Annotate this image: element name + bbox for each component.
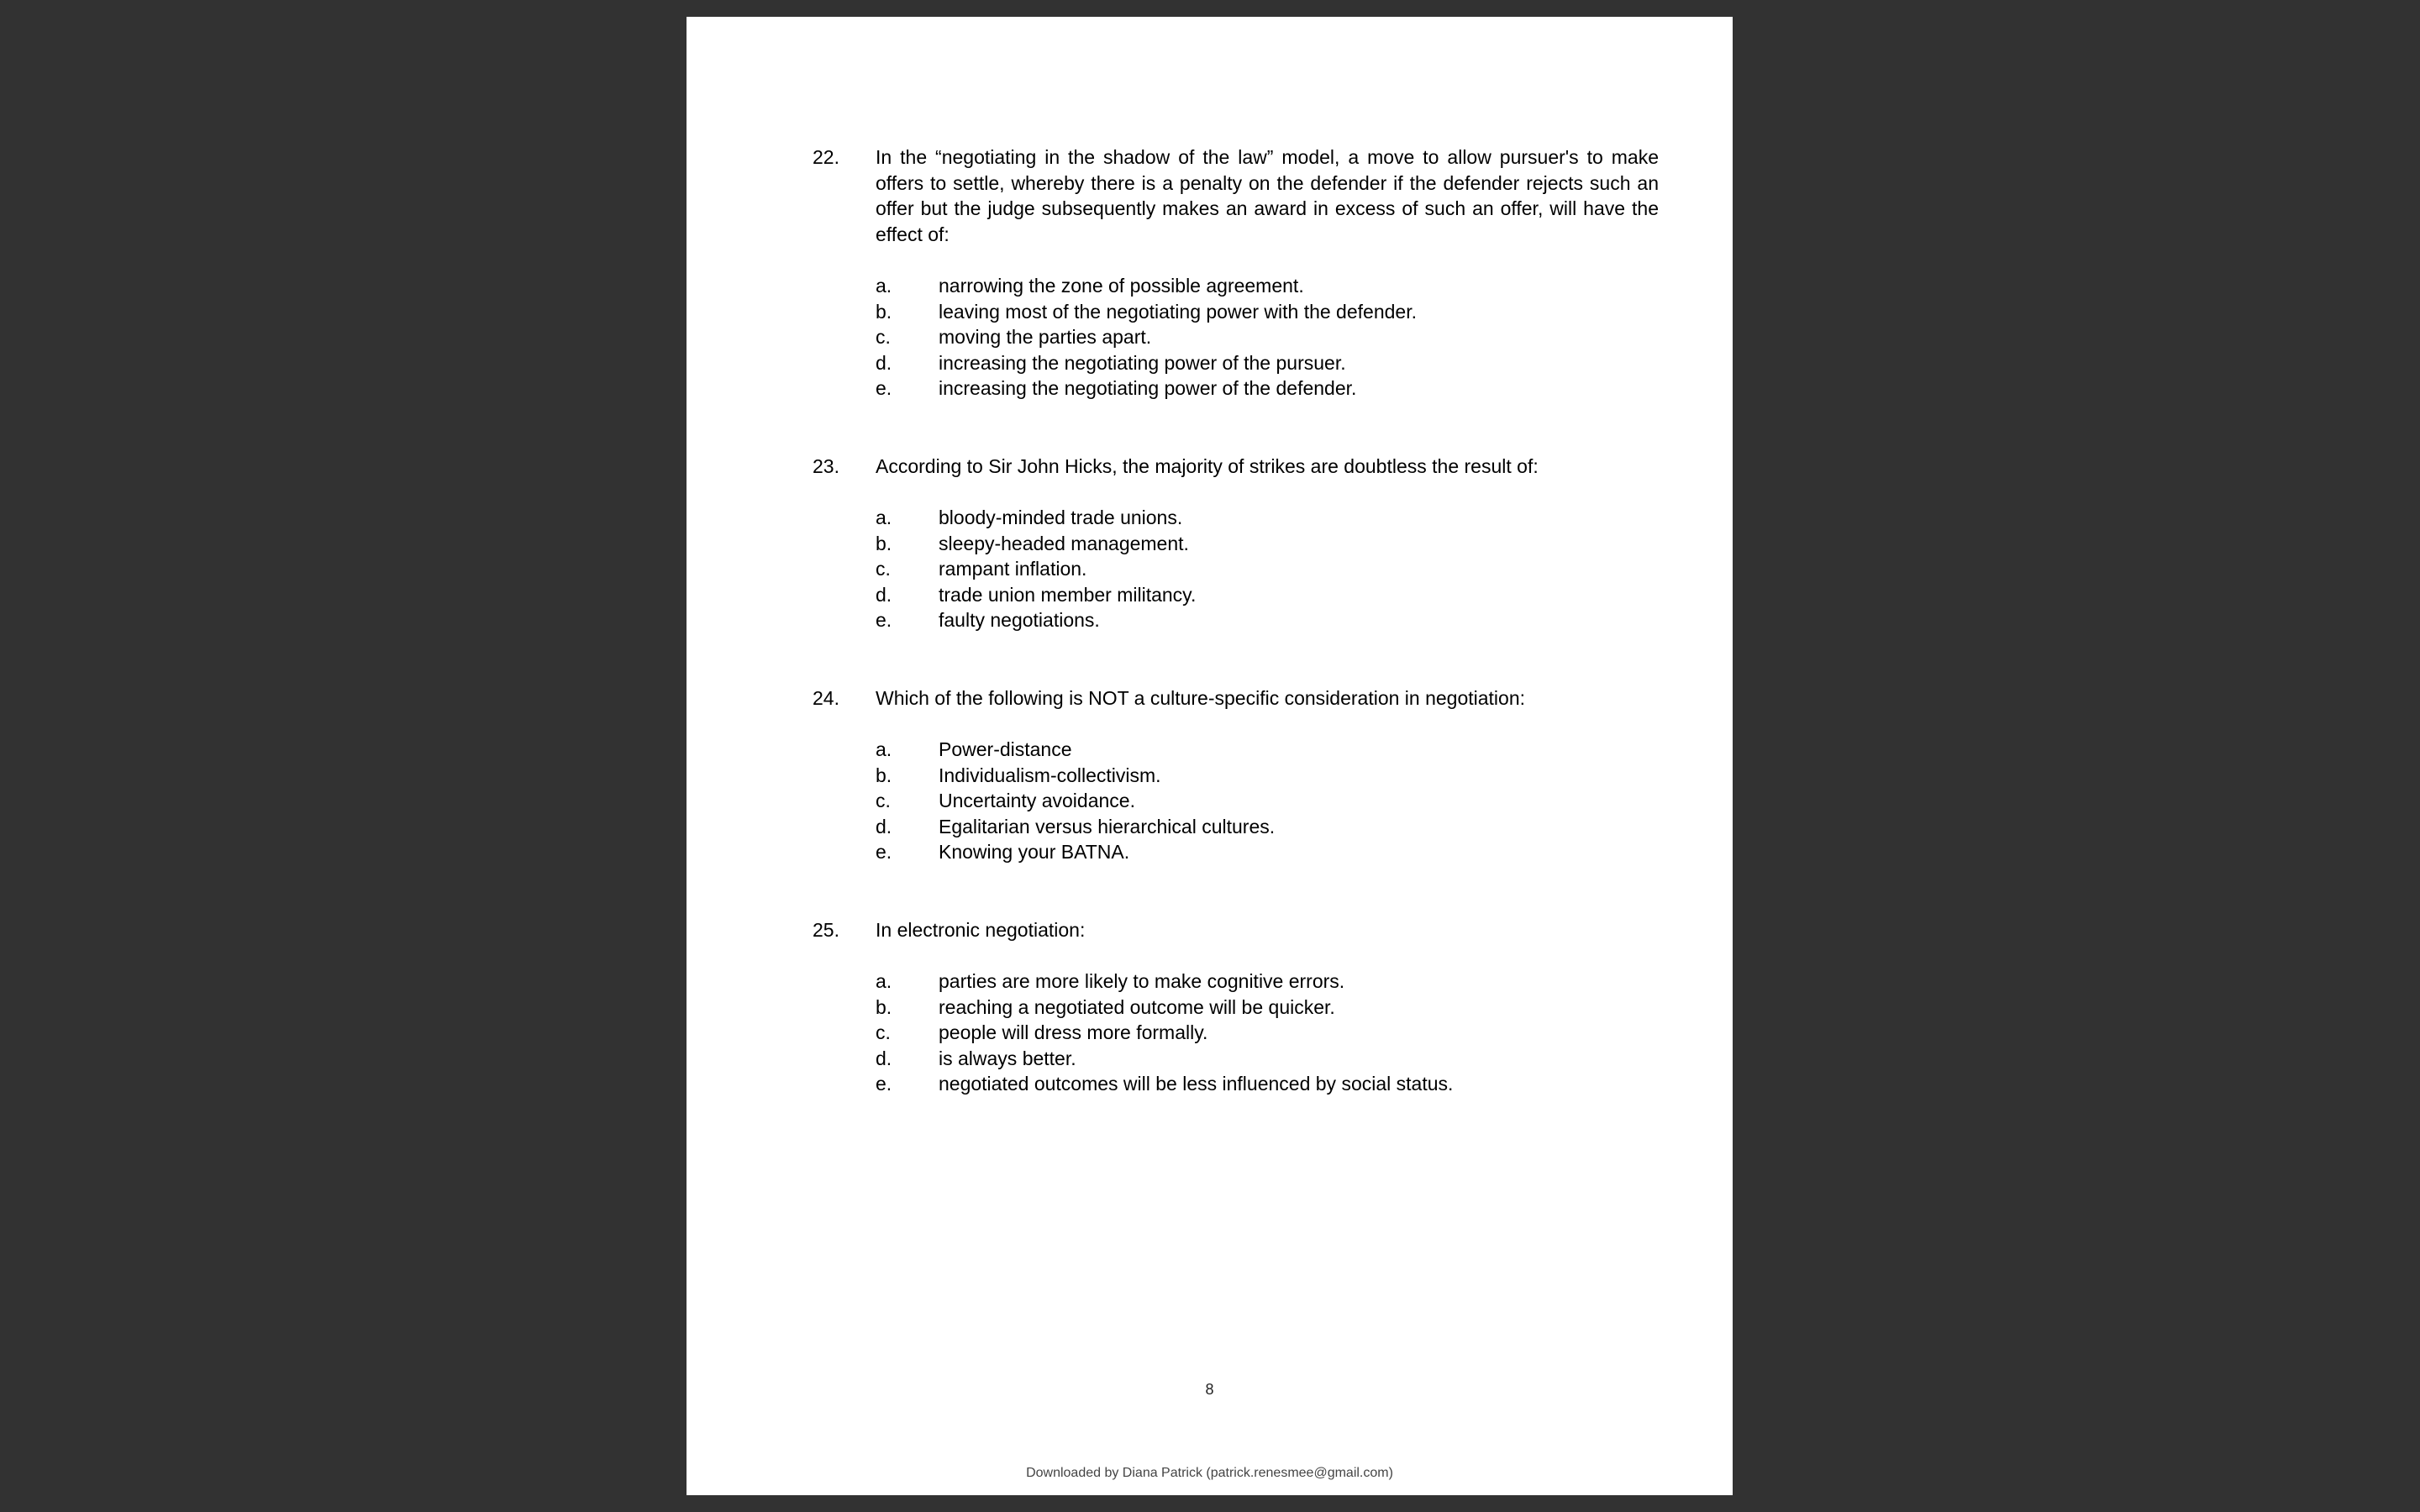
question-text: In the “negotiating in the shadow of the law” model, a move to allow pursuer's to make offers to settle, whereby there is a penalty on the defender if the defender rejects such an offer but the judge subsequently makes an award in excess of such an offer, will have the effect of:	[876, 146, 1659, 245]
question-23	[813, 454, 1659, 633]
option-text: is always better.	[939, 1047, 1076, 1069]
option-text: moving the parties apart.	[939, 326, 1152, 348]
option-text: reaching a negotiated outcome will be quicker.	[939, 995, 1335, 1018]
option-text: increasing the negotiating power of the pursuer.	[939, 351, 1346, 374]
option-e	[876, 1071, 1659, 1097]
option-c	[876, 1020, 1659, 1046]
question-number: 24.	[813, 686, 839, 709]
option-list	[876, 737, 1659, 865]
option-b	[876, 995, 1659, 1021]
option-b	[876, 299, 1659, 325]
option-letter: e.	[876, 841, 892, 863]
question-number: 22.	[813, 146, 839, 168]
option-text: Knowing your BATNA.	[939, 841, 1130, 863]
option-letter: d.	[876, 583, 892, 606]
option-letter: c.	[876, 790, 891, 811]
option-a	[876, 737, 1659, 763]
option-c	[876, 556, 1659, 582]
option-text: narrowing the zone of possible agreement.	[939, 275, 1304, 297]
option-text: bloody-minded trade unions.	[939, 507, 1183, 528]
option-text: Uncertainty avoidance.	[939, 790, 1135, 811]
option-letter: b.	[876, 532, 892, 554]
question-text: According to Sir John Hicks, the majority of strikes are doubtless the result of:	[876, 454, 1539, 477]
option-c	[876, 788, 1659, 814]
option-b	[876, 531, 1659, 557]
option-a	[876, 273, 1659, 299]
option-text: people will dress more formally.	[939, 1021, 1208, 1043]
option-text: increasing the negotiating power of the defender.	[939, 377, 1357, 399]
question-text: In electronic negotiation:	[876, 918, 1086, 941]
option-letter: b.	[876, 300, 892, 323]
option-text: rampant inflation.	[939, 558, 1087, 580]
option-text: trade union member militancy.	[939, 583, 1197, 606]
option-letter: c.	[876, 1021, 891, 1043]
option-letter: e.	[876, 377, 892, 399]
option-letter: a.	[876, 970, 892, 992]
option-letter: d.	[876, 815, 892, 837]
option-list	[876, 969, 1659, 1097]
question-22	[813, 144, 1659, 402]
option-letter: e.	[876, 1073, 892, 1095]
option-letter: b.	[876, 995, 892, 1018]
option-letter: a.	[876, 275, 892, 297]
option-letter: c.	[876, 326, 891, 348]
option-list	[876, 273, 1659, 402]
option-list	[876, 505, 1659, 633]
option-e	[876, 375, 1659, 402]
option-letter: a.	[876, 507, 892, 528]
option-text: Egalitarian versus hierarchical cultures.	[939, 815, 1276, 837]
option-b	[876, 763, 1659, 789]
option-e	[876, 839, 1659, 865]
option-d	[876, 1046, 1659, 1072]
option-d	[876, 582, 1659, 608]
option-d	[876, 350, 1659, 376]
option-letter: d.	[876, 1047, 892, 1069]
question-25	[813, 917, 1659, 1097]
question-text: Which of the following is NOT a culture-specific consideration in negotiation:	[876, 686, 1526, 709]
question-list	[813, 144, 1659, 1149]
option-c	[876, 324, 1659, 350]
option-a	[876, 969, 1659, 995]
option-text: Individualism-collectivism.	[939, 764, 1161, 786]
option-text: leaving most of the negotiating power with the defender.	[939, 300, 1417, 323]
option-d	[876, 814, 1659, 840]
option-text: Power-distance	[939, 738, 1072, 760]
option-letter: c.	[876, 558, 891, 580]
option-a	[876, 505, 1659, 531]
question-number: 25.	[813, 918, 839, 941]
question-24	[813, 685, 1659, 865]
option-text: sleepy-headed management.	[939, 532, 1189, 554]
question-number: 23.	[813, 454, 839, 477]
option-text: parties are more likely to make cognitive errors.	[939, 970, 1345, 992]
download-footer: Downloaded by Diana Patrick (patrick.renesmee@gmail.com)	[1026, 1466, 1393, 1480]
option-letter: a.	[876, 738, 892, 760]
option-letter: b.	[876, 764, 892, 786]
option-e	[876, 607, 1659, 633]
option-letter: d.	[876, 351, 892, 374]
page-number: 8	[1205, 1381, 1214, 1398]
document-page	[687, 17, 1733, 1495]
option-text: faulty negotiations.	[939, 609, 1100, 631]
option-text: negotiated outcomes will be less influenced by social status.	[939, 1073, 1454, 1095]
option-letter: e.	[876, 609, 892, 631]
